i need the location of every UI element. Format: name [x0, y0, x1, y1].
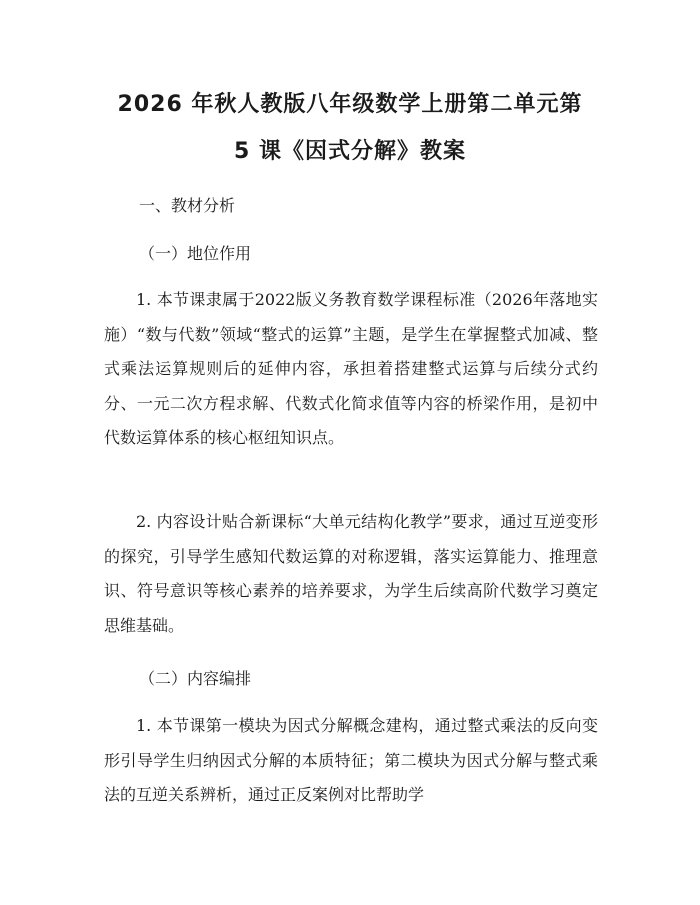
- subsection-heading-position-role: （一）地位作用: [139, 244, 252, 263]
- document-title-line-2: 5 课《因式分解》教案: [234, 139, 466, 164]
- paragraph-position-2: 2. 内容设计贴合新课标“大单元结构化教学”要求，通过互逆变形的探究，引导学生感知代数运算的对称逻辑，落实运算能力、推理意识、符号意识等核心素养的培养要求，为学生后续高阶代数学习奠定思维基础。: [104, 512, 598, 635]
- document-title-line-1: 2026 年秋人教版八年级数学上册第二单元第: [117, 92, 583, 117]
- subsection-heading-content-arrangement: （二）内容编排: [139, 669, 252, 688]
- section-heading-textbook-analysis: 一、教材分析: [139, 196, 236, 215]
- paragraph-arrangement-1: 1. 本节课第一模块为因式分解概念建构，通过整式乘法的反向变形引导学生归纳因式分解的本质特征；第二模块为因式分解与整式乘法的互逆关系辨析，通过正反案例对比帮助学: [104, 716, 598, 804]
- paragraph-position-1: 1. 本节课隶属于2022版义务教育数学课程标准（2026年落地实施）“数与代数”领域“整式的运算”主题，是学生在掌握整式加减、整式乘法运算规则后的延伸内容，承担着搭建整式运算与后续分式约分、一元二次方程求解、代数式化简求值等内容的桥梁作用，是初中代数运算体系的核心枢纽知识点。: [104, 290, 598, 447]
